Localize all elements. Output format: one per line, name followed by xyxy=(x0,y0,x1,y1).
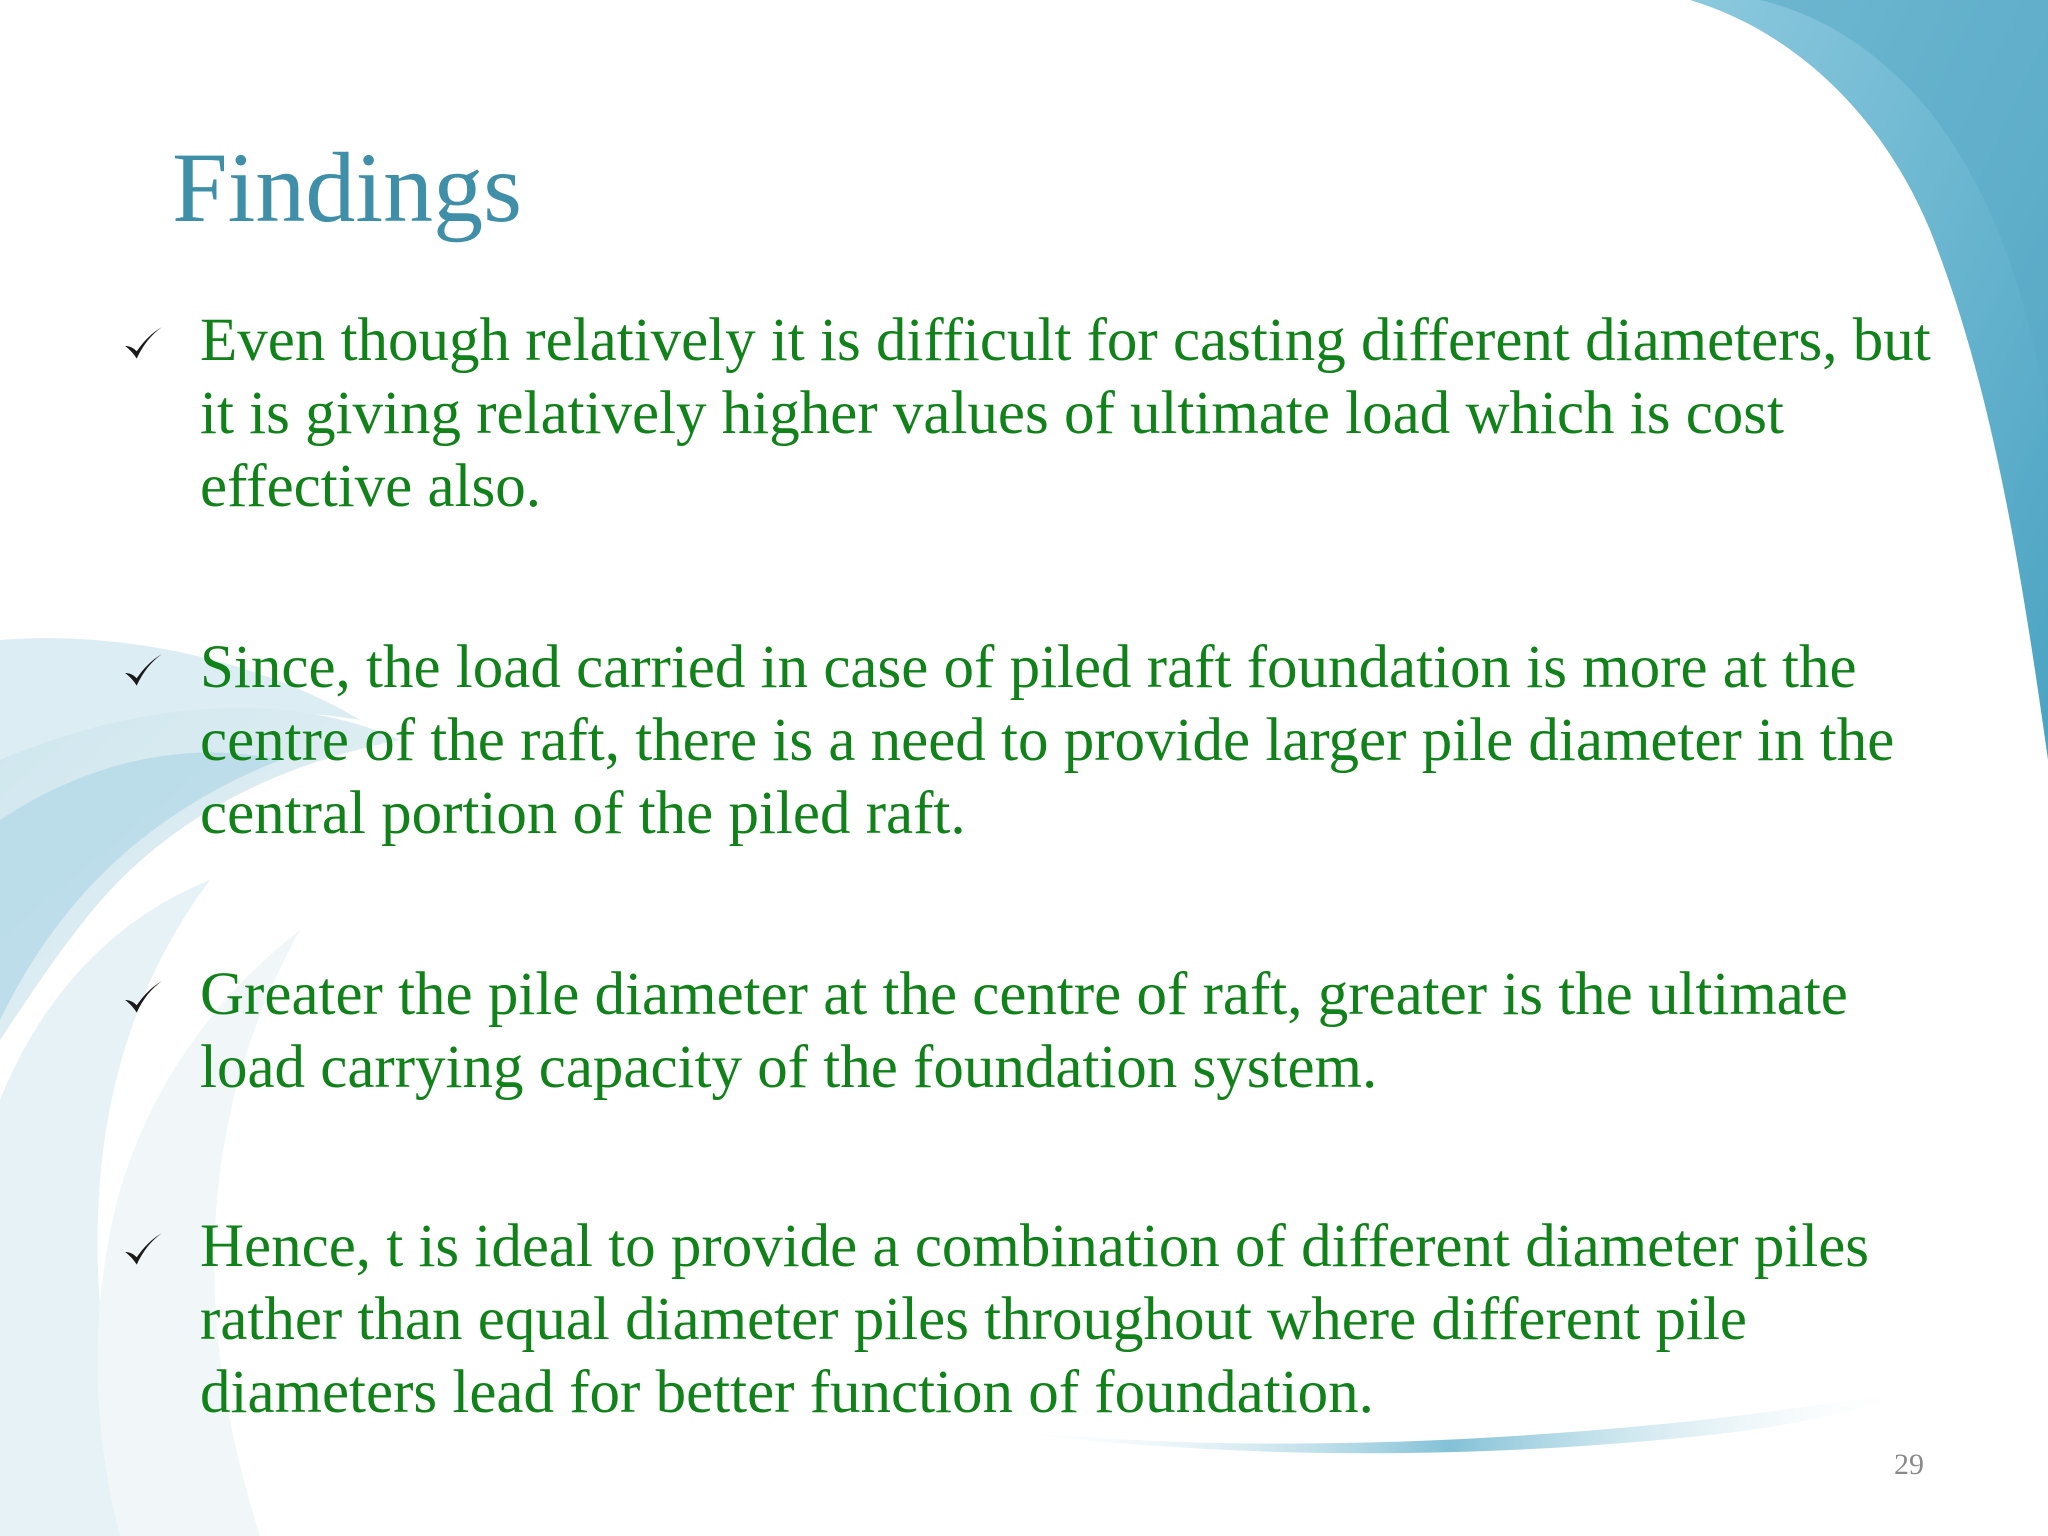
list-item xyxy=(122,304,1942,523)
check-icon xyxy=(122,978,164,1020)
bullet-text: Since, the load carried in case of piled raft foundation is more at the centre of the raft, there is a need to provide larger pile diameter in the central portion of the piled raft. xyxy=(200,634,1895,847)
check-icon xyxy=(122,1230,164,1272)
check-icon xyxy=(122,651,164,693)
bullet-text: Greater the pile diameter at the centre of raft, greater is the ultimate load carrying capacity of the foundation system. xyxy=(200,961,1848,1101)
list-item xyxy=(122,958,1942,1104)
bullet-text: Even though relatively it is difficult for casting different diameters, but it is giving relatively higher values of ultimate load which is cost effective also. xyxy=(200,307,1931,520)
bullet-text: Hence, t is ideal to provide a combination of different diameter piles rather than equal diameter piles throughout where different pile diameters lead for better function of foundation. xyxy=(200,1213,1870,1426)
list-item xyxy=(122,631,1942,850)
list-item xyxy=(122,1210,1942,1429)
check-icon xyxy=(122,324,164,366)
findings-list xyxy=(122,304,1942,1429)
page-number: 29 xyxy=(1894,1448,1924,1481)
slide-title: Findings xyxy=(172,132,523,243)
